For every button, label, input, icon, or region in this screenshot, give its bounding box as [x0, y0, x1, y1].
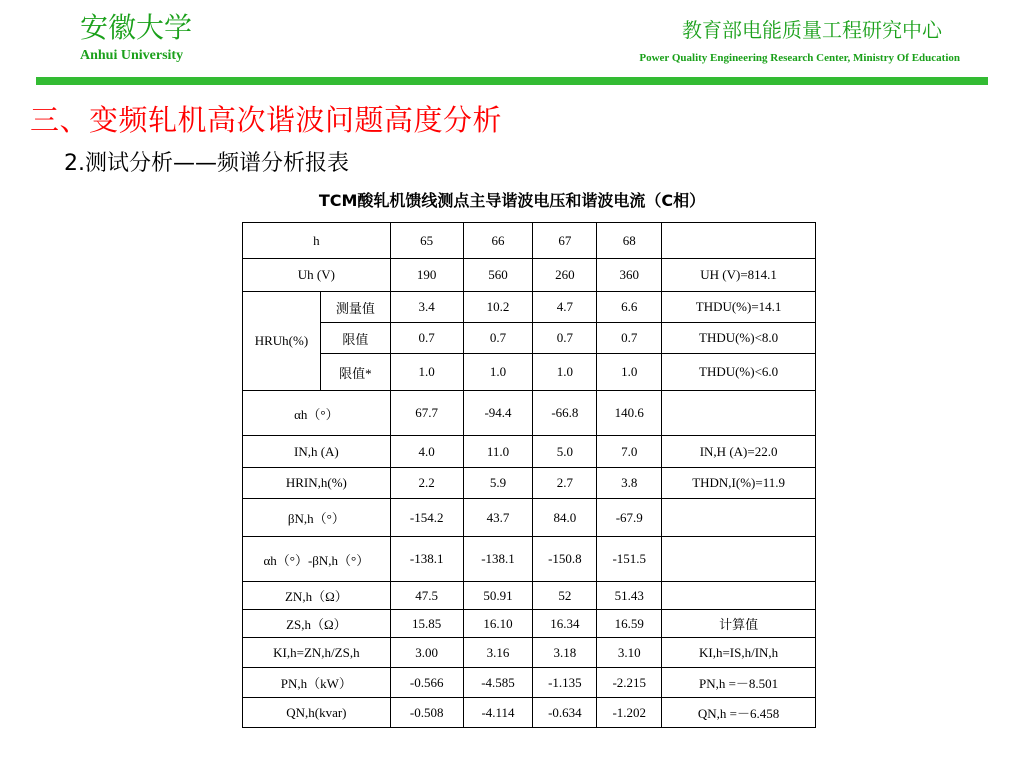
row-note: THDU(%)=14.1: [662, 292, 816, 323]
header-cell: h: [243, 223, 391, 259]
table-row: [243, 259, 816, 292]
table-cell: -150.8: [533, 537, 597, 582]
table-cell: 190: [390, 259, 463, 292]
table-row: [243, 698, 816, 728]
table-cell: -0.634: [533, 698, 597, 728]
table-cell: 3.00: [390, 638, 463, 668]
row-group-label: HRUh(%): [243, 292, 321, 391]
row-note: [662, 499, 816, 537]
table-row: [243, 582, 816, 610]
table-cell: -67.9: [597, 499, 662, 537]
table-cell: 0.7: [597, 323, 662, 354]
row-label: IN,h (A): [243, 436, 391, 468]
table-cell: 2.2: [390, 468, 463, 499]
table-cell: -2.215: [597, 668, 662, 698]
harmonic-table: [242, 222, 816, 728]
row-label: Uh (V): [243, 259, 391, 292]
table-row: [243, 610, 816, 638]
table-cell: 260: [533, 259, 597, 292]
table-cell: 1.0: [463, 354, 533, 391]
table-cell: 360: [597, 259, 662, 292]
research-center-name-cn: 教育部电能质量工程研究中心: [682, 18, 942, 42]
row-note: QN,h =－6.458: [662, 698, 816, 728]
row-label: KI,h=ZN,h/ZS,h: [243, 638, 391, 668]
row-label: ZN,h（Ω）: [243, 582, 391, 610]
table-cell: 0.7: [390, 323, 463, 354]
row-label: PN,h（kW）: [243, 668, 391, 698]
table-row: [243, 292, 816, 323]
table-row: [243, 638, 816, 668]
header-divider: [36, 77, 988, 85]
table-cell: -138.1: [463, 537, 533, 582]
table-cell: 4.0: [390, 436, 463, 468]
row-note: THDU(%)<8.0: [662, 323, 816, 354]
table-header-row: [243, 223, 816, 259]
table-cell: -66.8: [533, 391, 597, 436]
table-cell: 1.0: [533, 354, 597, 391]
table-cell: 3.18: [533, 638, 597, 668]
table-cell: 3.8: [597, 468, 662, 499]
table-cell: -4.114: [463, 698, 533, 728]
table-cell: -154.2: [390, 499, 463, 537]
row-label: QN,h(kvar): [243, 698, 391, 728]
table-cell: 47.5: [390, 582, 463, 610]
table-cell: 11.0: [463, 436, 533, 468]
row-sublabel: 限值: [320, 323, 390, 354]
table-cell: -4.585: [463, 668, 533, 698]
table-cell: 1.0: [597, 354, 662, 391]
row-sublabel: 测量值: [320, 292, 390, 323]
table-cell: 16.34: [533, 610, 597, 638]
table-row: [243, 468, 816, 499]
table-cell: 51.43: [597, 582, 662, 610]
table-cell: 0.7: [463, 323, 533, 354]
header-cell: [662, 223, 816, 259]
research-center-name-en: Power Quality Engineering Research Center, Ministry Of Education: [639, 52, 960, 64]
table-cell: -138.1: [390, 537, 463, 582]
row-sublabel: 限值*: [320, 354, 390, 391]
row-label: αh（°）-βN,h（°）: [243, 537, 391, 582]
table-cell: 560: [463, 259, 533, 292]
header-cell: 67: [533, 223, 597, 259]
table-cell: 1.0: [390, 354, 463, 391]
table-cell: -0.508: [390, 698, 463, 728]
table-row: [243, 391, 816, 436]
row-note: PN,h =－8.501: [662, 668, 816, 698]
table-cell: 3.10: [597, 638, 662, 668]
row-note: THDU(%)<6.0: [662, 354, 816, 391]
table-cell: 2.7: [533, 468, 597, 499]
table-cell: 10.2: [463, 292, 533, 323]
table-cell: -1.202: [597, 698, 662, 728]
row-label: HRIN,h(%): [243, 468, 391, 499]
header-cell: 65: [390, 223, 463, 259]
row-note: [662, 582, 816, 610]
section-title: 三、变频轧机高次谐波问题高度分析: [30, 103, 503, 137]
table-row: [243, 537, 816, 582]
table-cell: 67.7: [390, 391, 463, 436]
header-cell: 66: [463, 223, 533, 259]
table-row: [243, 436, 816, 468]
row-label: αh（°）: [243, 391, 391, 436]
row-note: THDN,I(%)=11.9: [662, 468, 816, 499]
row-label: βN,h（°）: [243, 499, 391, 537]
row-note: [662, 537, 816, 582]
table-cell: 4.7: [533, 292, 597, 323]
table-cell: 5.0: [533, 436, 597, 468]
table-cell: 16.59: [597, 610, 662, 638]
university-name-en: Anhui University: [80, 48, 184, 63]
table-cell: 0.7: [533, 323, 597, 354]
row-note: IN,H (A)=22.0: [662, 436, 816, 468]
table-cell: 16.10: [463, 610, 533, 638]
table-cell: 7.0: [597, 436, 662, 468]
table-cell: 43.7: [463, 499, 533, 537]
university-name-cn: 安徽大学: [80, 11, 193, 44]
header-cell: 68: [597, 223, 662, 259]
row-note: [662, 391, 816, 436]
table-row: [243, 499, 816, 537]
subsection-title: 2.测试分析——频谱分析报表: [64, 151, 349, 176]
table-row: [243, 354, 816, 391]
row-note: UH (V)=814.1: [662, 259, 816, 292]
table-cell: 6.6: [597, 292, 662, 323]
table-cell: 140.6: [597, 391, 662, 436]
table-cell: -1.135: [533, 668, 597, 698]
table-cell: 3.16: [463, 638, 533, 668]
table-cell: 84.0: [533, 499, 597, 537]
table-cell: 50.91: [463, 582, 533, 610]
table-cell: 5.9: [463, 468, 533, 499]
table-cell: -0.566: [390, 668, 463, 698]
table-cell: -151.5: [597, 537, 662, 582]
table-cell: 15.85: [390, 610, 463, 638]
table-cell: 3.4: [390, 292, 463, 323]
row-note: 计算值: [662, 610, 816, 638]
row-note: KI,h=IS,h/IN,h: [662, 638, 816, 668]
table-row: [243, 668, 816, 698]
row-label: ZS,h（Ω）: [243, 610, 391, 638]
table-cell: 52: [533, 582, 597, 610]
table-cell: -94.4: [463, 391, 533, 436]
table-row: [243, 323, 816, 354]
table-caption: TCM酸轧机馈线测点主导谐波电压和谐波电流（C相）: [318, 191, 706, 210]
